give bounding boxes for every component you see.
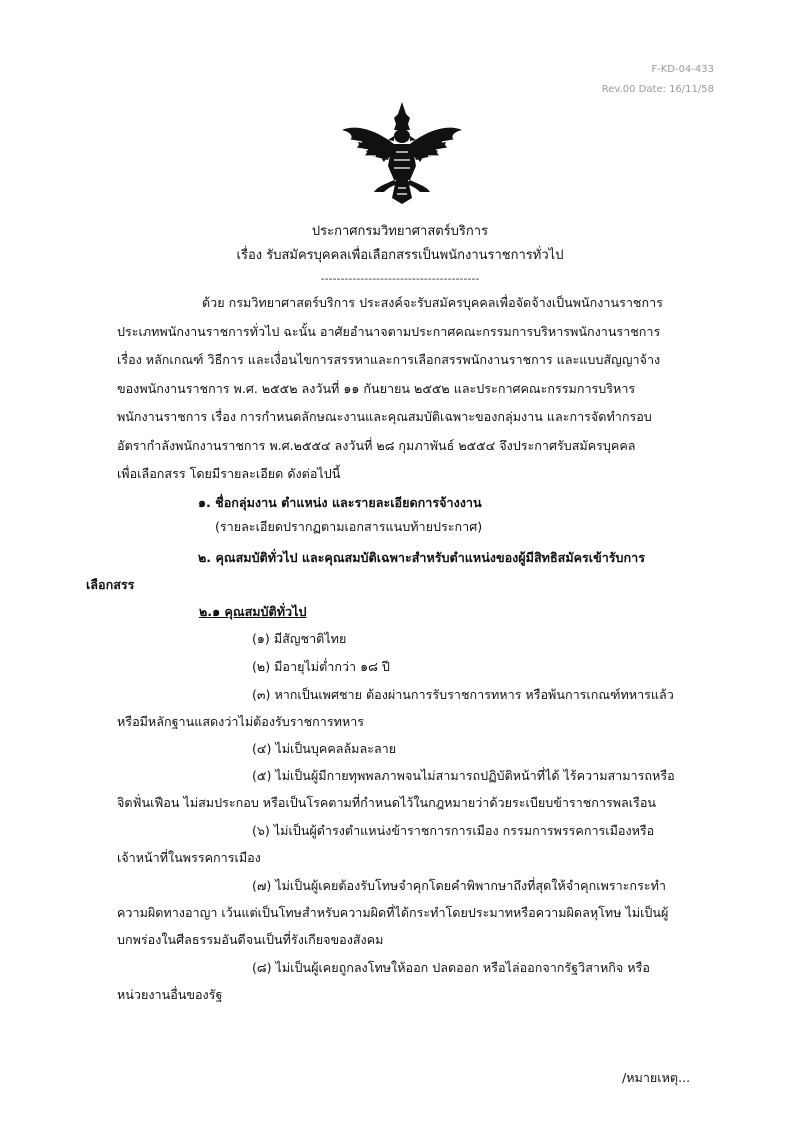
intro-line: ด้วย กรมวิทยาศาสตร์บริการ ประสงค์จะรับสมัครบุคคลเพื่อจัดจ้างเป็นพนักงานราชการ bbox=[202, 295, 663, 310]
title-separator: ---------------------------------------- bbox=[320, 272, 480, 285]
qualification-item: (๒) มีอายุไม่ต่ำกว่า ๑๘ ปี bbox=[252, 659, 390, 674]
announcement-title: ประกาศกรมวิทยาศาสตร์บริการ bbox=[311, 224, 489, 239]
qualification-item: (๕) ไม่เป็นผู้มีกายทุพพลภาพจนไม่สามารถปฏิบัติหน้าที่ได้ ไร้ความสามารถหรือ bbox=[252, 768, 675, 783]
section-2-heading-cont: เลือกสรร bbox=[86, 577, 135, 592]
announcement-subject: เรื่อง รับสมัครบุคคลเพื่อเลือกสรรเป็นพนักงานราชการทั่วไป bbox=[236, 248, 564, 263]
doc-revision: Rev.00 Date: 16/11/58 bbox=[601, 84, 714, 95]
qualification-item: (๖) ไม่เป็นผู้ดำรงตำแหน่งข้าราชการการเมือง กรรมการพรรคการเมืองหรือ bbox=[252, 823, 655, 838]
intro-line: เพื่อเลือกสรร โดยมีรายละเอียด ดังต่อไปนี้ bbox=[117, 466, 341, 481]
qualification-item-cont: เจ้าหน้าที่ในพรรคการเมือง bbox=[117, 850, 261, 865]
intro-line: พนักงานราชการ เรื่อง การกำหนดลักษณะงานและคุณสมบัติเฉพาะของกลุ่มงาน และการจัดทำกรอบ bbox=[117, 409, 652, 424]
qualification-item: (๔) ไม่เป็นบุคคลล้มละลาย bbox=[252, 741, 397, 756]
qualification-item: (๑) มีสัญชาติไทย bbox=[252, 631, 347, 646]
qualification-item-cont: หน่วยงานอื่นของรัฐ bbox=[117, 987, 223, 1002]
intro-line: ประเภทพนักงานราชการทั่วไป ฉะนั้น อาศัยอำนาจตามประกาศคณะกรรมการบริหารพนักงานราชการ bbox=[117, 324, 661, 339]
garuda-emblem-icon bbox=[336, 100, 468, 206]
intro-line: เรื่อง หลักเกณฑ์ วิธีการ และเงื่อนไขการสรรหาและการเลือกสรรพนักงานราชการ และแบบสัญญาจ้าง bbox=[117, 352, 661, 367]
qualification-item-cont: บกพร่องในศีลธรรมอันดีจนเป็นที่รังเกียจของสังคม bbox=[117, 932, 384, 947]
section-1-heading: ๑. ชื่อกลุ่มงาน ตำแหน่ง และรายละเอียดการจ้างงาน bbox=[198, 495, 482, 510]
qualification-item-cont: ความผิดทางอาญา เว้นแต่เป็นโทษสำหรับความผิดที่ได้กระทำโดยประมาทหรือความผิดลหุโทษ ไม่เป็นผู้ bbox=[117, 905, 669, 920]
qualification-item: (๘) ไม่เป็นผู้เคยถูกลงโทษให้ออก ปลดออก หรือไล่ออกจากรัฐวิสาหกิจ หรือ bbox=[252, 960, 650, 975]
section-2-heading: ๒. คุณสมบัติทั่วไป และคุณสมบัติเฉพาะสำหรับตำแหน่งของผู้มีสิทธิสมัครเข้ารับการ bbox=[198, 550, 646, 565]
qualification-item-cont: จิตฟั่นเฟือน ไม่สมประกอบ หรือเป็นโรคตามที่กำหนดไว้ในกฎหมายว่าด้วยระเบียบข้าราชการพลเรือน bbox=[117, 795, 656, 810]
intro-line: ของพนักงานราชการ พ.ศ. ๒๕๕๒ ลงวันที่ ๑๑ กันยายน ๒๕๕๒ และประกาศคณะกรรมการบริหาร bbox=[117, 381, 636, 396]
qualification-item: (๓) หากเป็นเพศชาย ต้องผ่านการรับราชการทหาร หรือพ้นการเกณฑ์ทหารแล้ว bbox=[252, 687, 674, 702]
section-1-note: (รายละเอียดปรากฏตามเอกสารแนบท้ายประกาศ) bbox=[215, 519, 483, 534]
intro-line: อัตรากำลังพนักงานราชการ พ.ศ.๒๕๕๔ ลงวันที่ ๒๘ กุมภาพันธ์ ๒๕๕๔ จึงประกาศรับสมัครบุคคล bbox=[117, 438, 636, 453]
section-2-1-subheading: ๒.๑ คุณสมบัติทั่วไป bbox=[199, 604, 307, 619]
qualification-item-cont: หรือมีหลักฐานแสดงว่าไม่ต้องรับราชการทหาร bbox=[117, 714, 365, 729]
continued-note: /หมายเหตุ... bbox=[622, 1070, 691, 1085]
qualification-item: (๗) ไม่เป็นผู้เคยต้องรับโทษจำคุกโดยคำพิพากษาถึงที่สุดให้จำคุกเพราะกระทำ bbox=[252, 878, 666, 893]
doc-code: F-KD-04-433 bbox=[651, 64, 714, 75]
